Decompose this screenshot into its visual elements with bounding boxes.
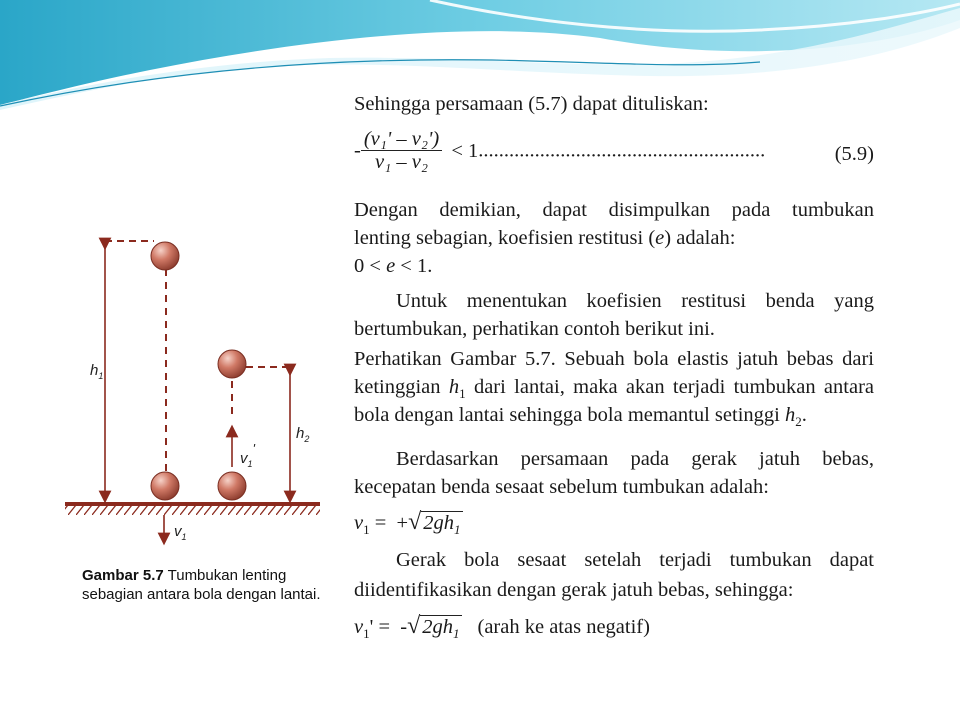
eq-denominator: v₁ – v₂ — [375, 151, 428, 173]
eq-number: (5.9) — [834, 143, 874, 165]
sqrt-2gh1-prime: $2gh_1$ — [420, 615, 461, 645]
figure-caption — [82, 566, 332, 604]
para2-line1: Untuk menentukan koefisien restitusi benda yang — [396, 290, 874, 312]
sqrt-2gh1: $2gh_1$ — [421, 511, 462, 541]
para5-line1: Gerak bola sesaat setelah terjadi tumbukan dapat — [396, 549, 874, 571]
ball-bounce-top — [218, 350, 246, 378]
para2-line2: bertumbukan, perhatikan contoh berikut ini. — [354, 318, 715, 340]
label-h1: $h_1$ — [90, 362, 104, 381]
para4-line1: Berdasarkan persamaan pada gerak jatuh bebas, — [396, 448, 874, 470]
equation-v1: $v_1 = +√2gh_1$ — [354, 508, 463, 544]
para1-line1: Dengan demikian, dapat disimpulkan pada tumbukan — [354, 199, 874, 221]
equation-5-9 — [354, 128, 874, 173]
ball-floor-right — [218, 472, 246, 500]
bouncing-ball-figure — [60, 225, 330, 565]
para3-line1: Perhatikan Gambar 5.7. Sebuah bola elastis jatuh bebas dari — [354, 348, 874, 370]
para4-line2: kecepatan benda sesaat sebelum tumbukan adalah: — [354, 476, 769, 498]
para1-line3: 0 < e < 1. — [354, 255, 433, 277]
eq-numerator: (v₁' – v₂') — [361, 128, 442, 151]
label-v1: $v_1$ — [174, 523, 187, 542]
intro-line: Sehingga persamaan (5.7) dapat dituliskan: — [354, 93, 709, 115]
para5-line2: diidentifikasikan dengan gerak jatuh bebas, sehingga: — [354, 579, 794, 601]
eq-rhs: < 1 — [451, 139, 479, 162]
para1-line2: lenting sebagian, koefisien restitusi (e) adalah: — [354, 227, 736, 249]
para3-line2: ketinggian $h_1$ dari lantai, maka akan terjadi tumbukan antara — [354, 376, 874, 402]
eq-fraction — [361, 128, 442, 173]
ground — [65, 502, 320, 515]
eq-dots: ........................................................ — [478, 139, 766, 162]
ball-top — [151, 242, 179, 270]
label-v1-prime: $v_1'$ — [240, 441, 255, 469]
caption-text: Tumbukan lenting sebagian antara bola dengan lantai. — [82, 567, 321, 603]
para3-line3: bola dengan lantai sehingga bola memantul setinggi $h_2$. — [354, 404, 807, 430]
ball-floor-left — [151, 472, 179, 500]
caption-title: Gambar 5.7 — [82, 567, 164, 584]
eq-minus: - — [354, 139, 361, 162]
direction-note: (arah ke atas negatif) — [477, 616, 650, 638]
label-h2: $h_2$ — [296, 425, 310, 444]
equation-v1-prime: $v_1' = -√2gh_1$ (arah ke atas negatif) — [354, 612, 650, 648]
